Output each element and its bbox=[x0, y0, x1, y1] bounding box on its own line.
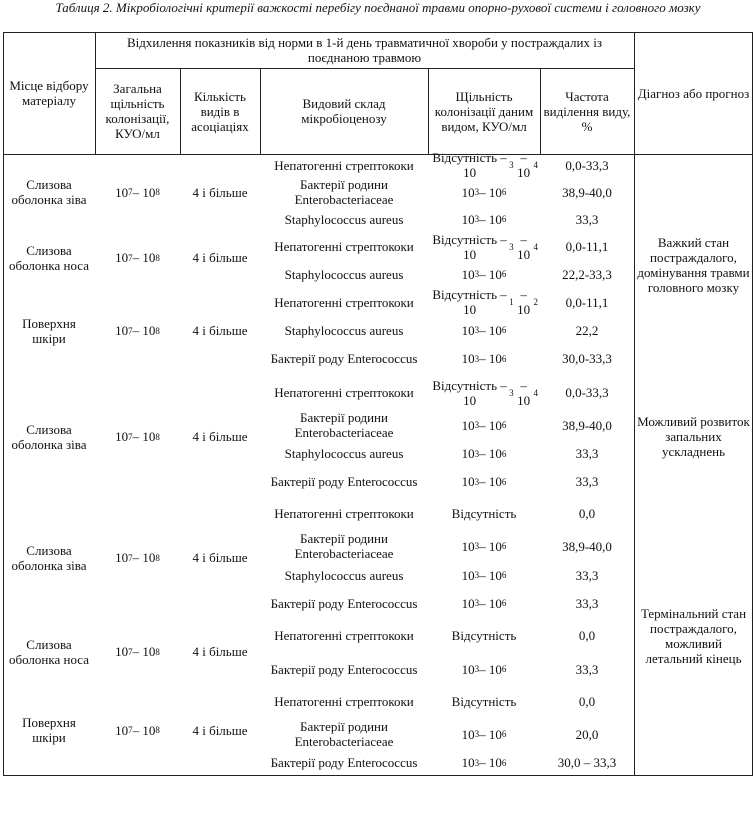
species-count: 4 і більше bbox=[192, 550, 248, 565]
species-name: Staphylococcus aureus bbox=[284, 567, 404, 583]
diagnosis-text: Можливий розвиток запальних ускладнень bbox=[637, 414, 750, 459]
species-count: 4 і більше bbox=[192, 644, 248, 659]
species-name: Staphylococcus aureus bbox=[284, 322, 404, 338]
species-name: Staphylococcus aureus bbox=[284, 211, 404, 227]
species-count: 4 і більше bbox=[192, 250, 248, 265]
total-density: 10 7 – 10 8 bbox=[115, 323, 160, 338]
species-frequency: 22,2 bbox=[575, 322, 599, 338]
species-density: 10 3 – 10 6 bbox=[461, 755, 507, 770]
species-count: 4 і більше bbox=[192, 184, 248, 200]
diagnosis-text: Важкий стан постраждалого, домінування травми головного мозку bbox=[637, 235, 750, 295]
species-density: Відсутність – 10 3 – 10 4 bbox=[432, 377, 538, 408]
criteria-table bbox=[3, 32, 753, 824]
species-density: 10 3 – 10 6 bbox=[461, 538, 507, 554]
header-species-density: Щільність колонізації даним видом, КУО/мл bbox=[434, 88, 534, 134]
species-frequency: 0,0 bbox=[578, 506, 596, 521]
table-rule bbox=[3, 775, 753, 776]
total-density: 10 7 – 10 8 bbox=[115, 184, 160, 200]
species-density: 10 3 – 10 6 bbox=[461, 661, 507, 677]
species-name: Непатогенні стрептококи bbox=[274, 628, 414, 643]
header-group: Відхилення показників від норми в 1-й день травматичної хвороби у постраждалих із поєднаною травмою bbox=[126, 35, 602, 65]
species-name: Бактерії роду Enterococcus bbox=[270, 474, 418, 489]
table-rule bbox=[634, 32, 635, 775]
species-name: Непатогенні стрептококи bbox=[274, 294, 414, 310]
species-density: Відсутність – 10 1 – 10 2 bbox=[432, 287, 538, 317]
header-species-count: Кількість видів в асоціаціях bbox=[191, 88, 249, 134]
species-density: Відсутність bbox=[451, 694, 517, 709]
species-frequency: 0,0-33,3 bbox=[565, 385, 609, 400]
header-diagnosis: Діагноз або прогноз bbox=[637, 85, 750, 101]
species-frequency: 30,0-33,3 bbox=[562, 351, 612, 366]
species-frequency: 33,3 bbox=[575, 595, 599, 611]
table-rule bbox=[3, 154, 753, 155]
species-name: Бактерії роду Enterococcus bbox=[270, 661, 418, 677]
diagnosis-text: Термінальний стан постраждалого, можливий летальний кінець bbox=[640, 606, 747, 666]
sampling-site: Поверхня шкіри bbox=[22, 315, 76, 346]
sampling-site: Слизова оболонка зіва bbox=[11, 177, 87, 207]
species-name: Непатогенні стрептококи bbox=[274, 506, 414, 521]
species-frequency: 0,0 bbox=[578, 628, 596, 643]
species-frequency: 0,0-11,1 bbox=[565, 294, 609, 310]
species-frequency: 38,9-40,0 bbox=[562, 538, 612, 554]
species-frequency: 33,3 bbox=[575, 211, 599, 227]
species-count: 4 і більше bbox=[192, 323, 248, 338]
species-name: Бактерії родини Enterobacteriaceae bbox=[294, 177, 394, 207]
sampling-site: Слизова оболонка зіва bbox=[11, 421, 87, 452]
species-frequency: 22,2-33,3 bbox=[562, 266, 612, 282]
total-density: 10 7 – 10 8 bbox=[115, 550, 160, 565]
table-rule bbox=[752, 32, 753, 775]
species-density: 10 3 – 10 6 bbox=[461, 446, 507, 461]
table-rule bbox=[540, 68, 541, 154]
sampling-site: Слизова оболонка зіва bbox=[11, 542, 87, 573]
species-frequency: 38,9-40,0 bbox=[562, 417, 612, 433]
species-density: 10 3 – 10 6 bbox=[461, 266, 507, 282]
species-density: Відсутність bbox=[451, 506, 517, 521]
species-density: Відсутність – 10 3 – 10 4 bbox=[432, 150, 538, 180]
header-frequency: Частота виділення виду, % bbox=[543, 88, 631, 134]
species-count: 4 і більше bbox=[192, 722, 248, 738]
species-frequency: 0,0-33,3 bbox=[565, 157, 609, 173]
species-density: 10 3 – 10 6 bbox=[461, 595, 507, 611]
species-density: 10 3 – 10 6 bbox=[461, 211, 507, 227]
species-name: Бактерії роду Enterococcus bbox=[270, 351, 418, 366]
species-density: 10 3 – 10 6 bbox=[461, 417, 507, 433]
species-name: Бактерії роду Enterococcus bbox=[270, 755, 418, 770]
species-name: Бактерії родини Enterobacteriaceae bbox=[294, 719, 394, 749]
species-density: 10 3 – 10 6 bbox=[461, 567, 507, 583]
table-rule bbox=[180, 68, 181, 154]
species-density: 10 3 – 10 6 bbox=[461, 184, 507, 200]
species-density: 10 3 – 10 6 bbox=[461, 474, 507, 489]
species-name: Бактерії роду Enterococcus bbox=[270, 595, 418, 611]
total-density: 10 7 – 10 8 bbox=[115, 722, 160, 738]
species-name: Бактерії родини Enterobacteriaceae bbox=[294, 410, 394, 440]
sampling-site: Слизова оболонка носа bbox=[8, 636, 89, 667]
species-frequency: 33,3 bbox=[575, 446, 599, 461]
species-name: Бактерії родини Enterobacteriaceae bbox=[294, 531, 394, 561]
species-frequency: 33,3 bbox=[575, 661, 599, 677]
species-density: 10 3 – 10 6 bbox=[461, 726, 507, 742]
species-frequency: 0,0 bbox=[578, 694, 596, 709]
species-density: 10 3 – 10 6 bbox=[461, 351, 507, 366]
total-density: 10 7 – 10 8 bbox=[115, 250, 160, 265]
table-caption: Таблиця 2. Мікробіологічні критерії важкості перебігу поєднаної травми опорно-рухової системи і головного мозку bbox=[55, 0, 701, 15]
total-density: 10 7 – 10 8 bbox=[115, 429, 160, 444]
species-density: Відсутність bbox=[451, 628, 517, 643]
species-name: Непатогенні стрептококи bbox=[274, 157, 414, 173]
species-frequency: 20,0 bbox=[575, 726, 599, 742]
header-site: Місце відбору матеріалу bbox=[9, 78, 89, 108]
species-frequency: 33,3 bbox=[575, 567, 599, 583]
species-frequency: 30,0 – 33,3 bbox=[557, 755, 617, 770]
table-rule bbox=[95, 68, 634, 69]
species-name: Staphylococcus aureus bbox=[284, 446, 404, 461]
species-name: Непатогенні стрептококи bbox=[274, 694, 414, 709]
species-name: Непатогенні стрептококи bbox=[274, 385, 414, 400]
species-name: Непатогенні стрептококи bbox=[274, 239, 414, 254]
header-species-composition: Видовий склад мікробіоценозу bbox=[301, 96, 387, 126]
header-total-density: Загальна щільність колонізації, КУО/мл bbox=[105, 81, 170, 141]
species-count: 4 і більше bbox=[192, 429, 248, 444]
species-frequency: 0,0-11,1 bbox=[565, 239, 609, 254]
sampling-site: Слизова оболонка носа bbox=[8, 242, 89, 273]
species-frequency: 33,3 bbox=[575, 474, 599, 489]
species-name: Staphylococcus aureus bbox=[284, 266, 404, 282]
species-density: 10 3 – 10 6 bbox=[461, 322, 507, 338]
table-rule bbox=[3, 32, 753, 33]
total-density: 10 7 – 10 8 bbox=[115, 644, 160, 659]
table-rule bbox=[428, 68, 429, 154]
table-rule bbox=[260, 68, 261, 154]
species-frequency: 38,9-40,0 bbox=[562, 184, 612, 200]
species-density: Відсутність – 10 3 – 10 4 bbox=[432, 231, 538, 262]
table-rule bbox=[95, 32, 96, 154]
table-rule bbox=[3, 32, 4, 775]
sampling-site: Поверхня шкіри bbox=[22, 715, 76, 745]
